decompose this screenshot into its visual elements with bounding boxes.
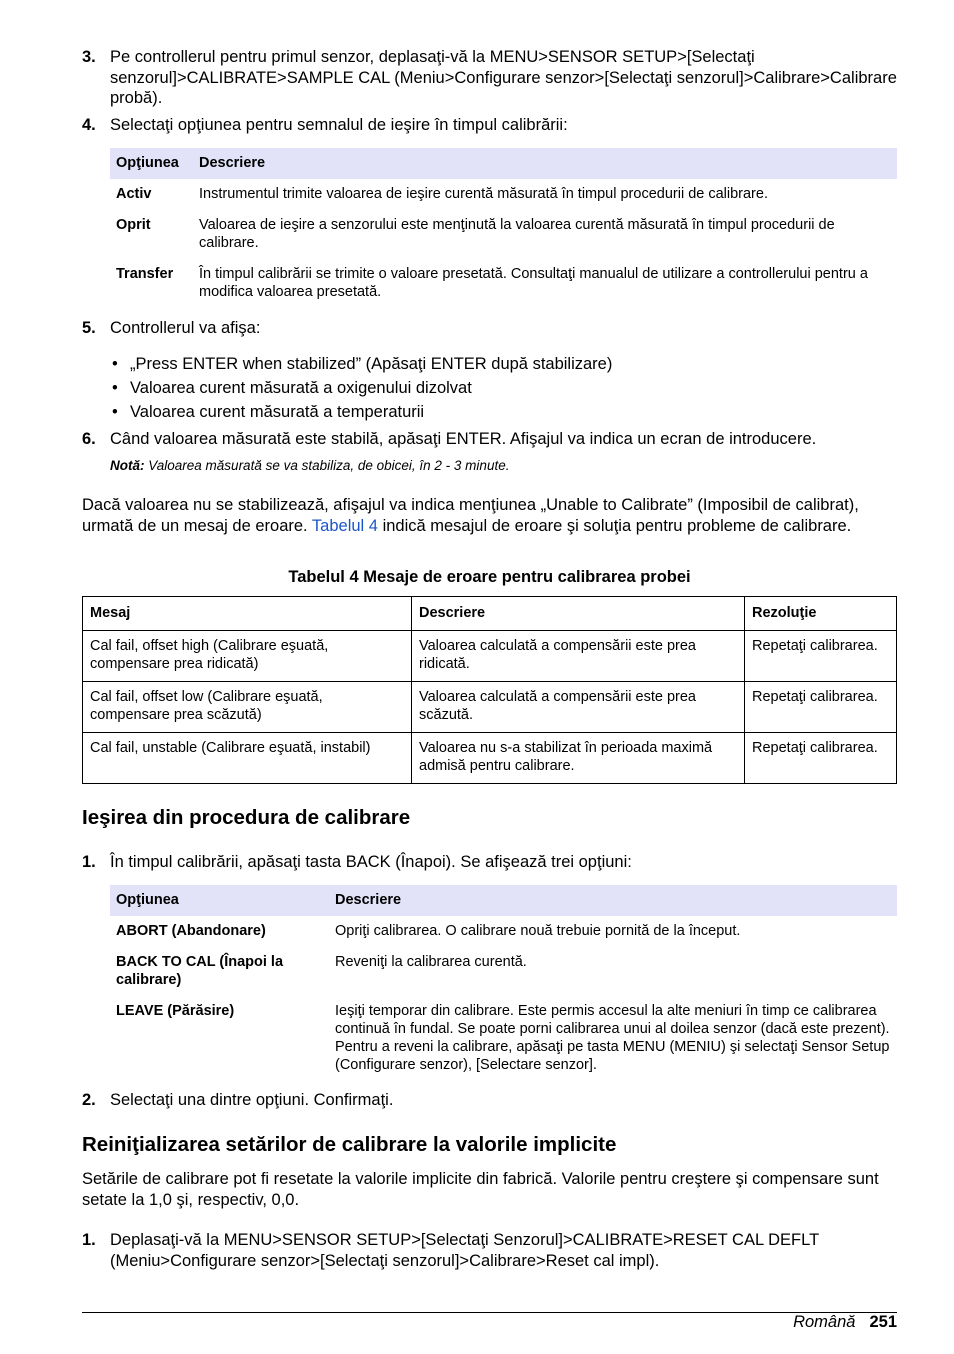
table-row bbox=[110, 210, 897, 259]
table-row bbox=[110, 947, 897, 996]
step-number: 2. bbox=[82, 1091, 96, 1109]
list-item bbox=[112, 354, 612, 375]
table-row bbox=[110, 916, 897, 947]
section-heading-exit-calibration: Ieşirea din procedura de calibrare bbox=[82, 806, 411, 829]
bullet-icon: • bbox=[112, 403, 118, 421]
list-item-text: „Press ENTER when stabilized” (Apăsaţi ENTER după stabilizare) bbox=[130, 355, 613, 373]
option-name: LEAVE (Părăsire) bbox=[116, 1003, 235, 1019]
exit-options-table bbox=[110, 885, 897, 1081]
step-4 bbox=[82, 115, 897, 136]
option-description: Reveniţi la calibrarea curentă. bbox=[335, 954, 527, 970]
column-header-description: Descriere bbox=[329, 885, 897, 916]
column-header-resolution: Rezoluţie bbox=[745, 597, 897, 631]
paragraph-text: Dacă valoarea nu se stabilizează, afişajul va indica menţiunea „Unable to Calibrate” (Imposibil de calibrat), urmată de un mesaj de eroare. bbox=[82, 496, 859, 535]
step-text: Deplasaţi-vă la MENU>SENSOR SETUP>[Selectaţi Senzorul]>CALIBRATE>RESET CAL DEFLT (Meniu>Configurare senzor>[Selectaţi senzorul]>Calibrare>Reset cal impl). bbox=[110, 1231, 819, 1270]
error-resolution: Repetaţi calibrarea. bbox=[745, 631, 897, 682]
footer-language: Română bbox=[793, 1313, 856, 1331]
column-header-option: Opţiunea bbox=[110, 885, 329, 916]
step-text: Pe controllerul pentru primul senzor, deplasaţi-vă la MENU>SENSOR SETUP>[Selectaţi senzorul]>CALIBRATE>SAMPLE CAL (Meniu>Configurare senzor>[Selectaţi senzorul]>Calibrare>Calibrare probă). bbox=[110, 48, 897, 107]
section-heading-reset-calibration: Reiniţializarea setărilor de calibrare la valorile implicite bbox=[82, 1133, 617, 1156]
error-resolution: Repetaţi calibrarea. bbox=[745, 733, 897, 784]
step-number: 1. bbox=[82, 853, 96, 871]
step-6 bbox=[82, 429, 897, 450]
step-1 bbox=[82, 852, 897, 873]
list-item-text: Valoarea curent măsurată a oxigenului dizolvat bbox=[130, 379, 472, 397]
table-4-link[interactable]: Tabelul 4 bbox=[311, 516, 378, 535]
note-label: Notă: bbox=[110, 458, 145, 473]
option-description: În timpul calibrării se trimite o valoare presetată. Consultaţi manualul de utilizare a controllerului pentru a modifica valoarea presetată. bbox=[199, 266, 868, 300]
table-row bbox=[110, 996, 897, 1081]
page-number: 251 bbox=[869, 1313, 897, 1331]
option-description: Instrumentul trimite valoarea de ieşire curentă măsurată în timpul procedurii de calibrare. bbox=[199, 186, 768, 202]
step-text: Selectaţi una dintre opţiuni. Confirmaţi. bbox=[110, 1091, 394, 1109]
option-name: Transfer bbox=[116, 266, 174, 282]
output-options-table bbox=[110, 148, 897, 308]
step-text: Când valoarea măsurată este stabilă, apăsaţi ENTER. Afişajul va indica un ecran de introducere. bbox=[110, 430, 817, 448]
error-messages-table bbox=[82, 596, 897, 784]
table-header-row bbox=[83, 597, 897, 631]
error-description: Valoarea nu s-a stabilizat în perioada maximă admisă pentru calibrare. bbox=[412, 733, 745, 784]
list-item bbox=[112, 378, 472, 399]
reset-paragraph: Setările de calibrare pot fi resetate la valorile implicite din fabrică. Valorile pentru creştere şi compensare sunt setate la 1,0 şi, respectiv, 0,0. bbox=[82, 1170, 879, 1209]
option-description: Opriţi calibrarea. O calibrare nouă trebuie pornită de la început. bbox=[335, 923, 741, 939]
step-1-reset bbox=[82, 1230, 897, 1271]
error-message: Cal fail, offset high (Calibrare eşuată, compensare prea ridicată) bbox=[83, 631, 412, 682]
option-name: ABORT (Abandonare) bbox=[116, 923, 266, 939]
step-2 bbox=[82, 1090, 897, 1111]
bullet-icon: • bbox=[112, 355, 118, 373]
option-description: Valoarea de ieşire a senzorului este menţinută la valoarea curentă măsurată în timpul procedurii de calibrare. bbox=[199, 217, 835, 251]
step-number: 6. bbox=[82, 430, 96, 448]
table-header-row bbox=[110, 148, 897, 179]
column-header-option: Opţiunea bbox=[110, 148, 193, 179]
table-row bbox=[110, 259, 897, 308]
table-caption: Tabelul 4 Mesaje de eroare pentru calibrarea probei bbox=[288, 568, 691, 586]
step-5 bbox=[82, 318, 897, 339]
error-resolution: Repetaţi calibrarea. bbox=[745, 682, 897, 733]
table-header-row bbox=[110, 885, 897, 916]
error-message: Cal fail, unstable (Calibrare eşuată, instabil) bbox=[83, 733, 412, 784]
note bbox=[110, 457, 509, 474]
option-name: Activ bbox=[116, 186, 152, 202]
error-description: Valoarea calculată a compensării este prea scăzută. bbox=[412, 682, 745, 733]
step-text: Controllerul va afişa: bbox=[110, 319, 261, 337]
step-number: 4. bbox=[82, 116, 96, 134]
list-item bbox=[112, 402, 424, 423]
table-row bbox=[83, 631, 897, 682]
column-header-message: Mesaj bbox=[83, 597, 412, 631]
error-description: Valoarea calculată a compensării este prea ridicată. bbox=[412, 631, 745, 682]
error-message: Cal fail, offset low (Calibrare eşuată, compensare prea scăzută) bbox=[83, 682, 412, 733]
column-header-description: Descriere bbox=[412, 597, 745, 631]
step-number: 3. bbox=[82, 48, 96, 66]
paragraph-text: indică mesajul de eroare şi soluţia pentru probleme de calibrare. bbox=[377, 516, 852, 535]
footer-rule bbox=[82, 1312, 897, 1313]
note-text: Valoarea măsurată se va stabiliza, de obicei, în 2 - 3 minute. bbox=[148, 458, 510, 473]
option-description: Ieşiţi temporar din calibrare. Este permis accesul la alte meniuri în timp ce calibrarea continuă în fundal. Se poate porni calibrarea unui al doilea senzor (dacă este prezent). Pentru a reveni la calibrare, apăsaţi pe tasta MENU (MENIU) şi selectaţi Sensor Setup (Configurare senzor), [Selectare senzor]. bbox=[335, 1003, 890, 1073]
list-item-text: Valoarea curent măsurată a temperaturii bbox=[130, 403, 425, 421]
column-header-description: Descriere bbox=[193, 148, 897, 179]
step-text: Selectaţi opţiunea pentru semnalul de ieşire în timpul calibrării: bbox=[110, 116, 568, 134]
page-footer bbox=[793, 1312, 897, 1332]
table-row bbox=[83, 682, 897, 733]
option-name: BACK TO CAL (Înapoi la calibrare) bbox=[116, 954, 284, 988]
option-name: Oprit bbox=[116, 217, 151, 233]
table-row bbox=[110, 179, 897, 210]
step-number: 1. bbox=[82, 1231, 96, 1249]
step-number: 5. bbox=[82, 319, 96, 337]
table-row bbox=[83, 733, 897, 784]
step-text: În timpul calibrării, apăsaţi tasta BACK (Înapoi). Se afişează trei opţiuni: bbox=[110, 853, 632, 871]
step-3 bbox=[82, 47, 897, 109]
bullet-icon: • bbox=[112, 379, 118, 397]
calibration-failure-paragraph bbox=[82, 495, 897, 536]
